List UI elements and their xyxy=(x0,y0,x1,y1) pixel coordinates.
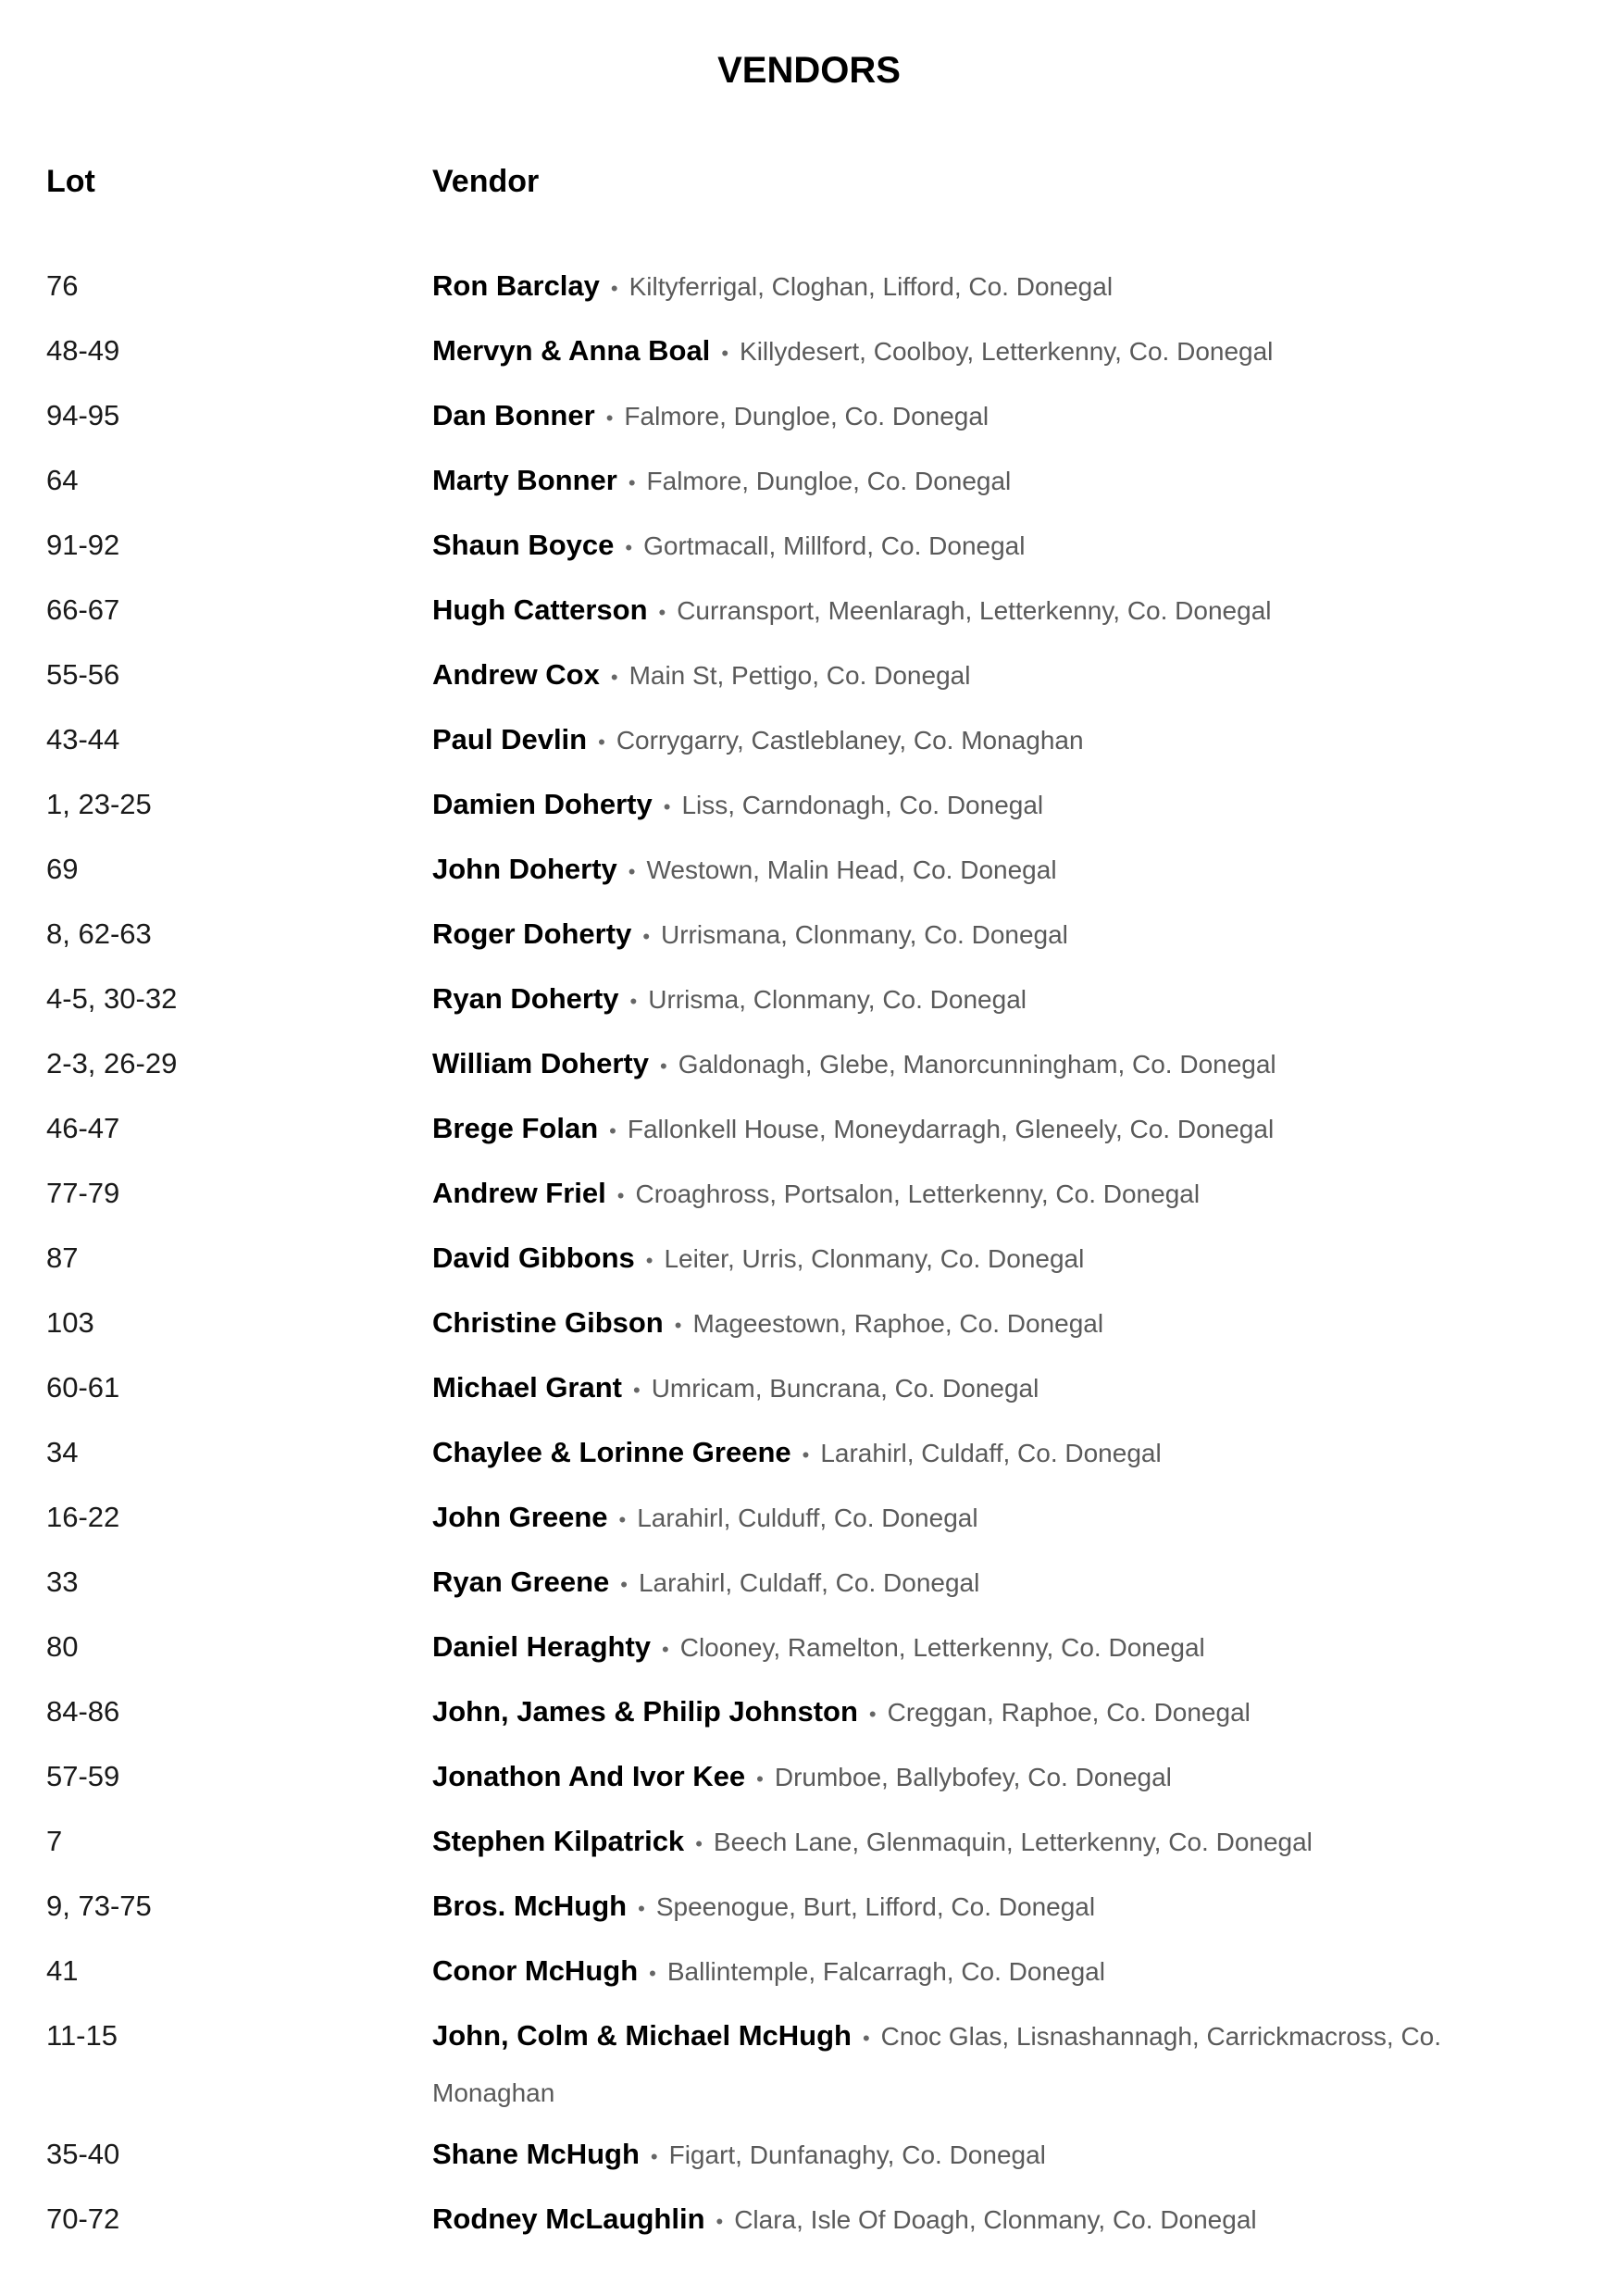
lot-number: 64 xyxy=(46,464,79,496)
lot-number: 103 xyxy=(46,1306,94,1339)
vendor-name: Chaylee & Lorinne Greene xyxy=(432,1436,791,1468)
vendor-name: Christine Gibson xyxy=(432,1306,664,1339)
vendor-entry xyxy=(432,1167,1478,1223)
lot-number: 34 xyxy=(46,1436,79,1468)
vendor-name: Andrew Friel xyxy=(432,1177,606,1209)
lot-number: 84-86 xyxy=(46,1695,120,1728)
vendor-entry xyxy=(432,842,1478,899)
vendor-entry xyxy=(432,1620,1478,1677)
bullet-separator: • xyxy=(659,1054,667,1078)
vendor-entry xyxy=(432,454,1478,510)
vendor-entry xyxy=(432,648,1478,705)
vendor-address: Speenogue, Burt, Lifford, Co. Donegal xyxy=(655,1892,1096,1921)
vendor-address: Beech Lane, Glenmaquin, Letterkenny, Co. Donegal xyxy=(713,1828,1313,1856)
vendor-entry xyxy=(432,1879,1478,1936)
bullet-separator: • xyxy=(598,730,605,754)
lot-number: 2-3, 26-29 xyxy=(46,1047,178,1079)
vendor-name: Dan Bonner xyxy=(432,399,595,431)
bullet-separator: • xyxy=(721,342,729,365)
vendor-entry xyxy=(432,778,1478,834)
vendor-address: Urrisma, Clonmany, Co. Donegal xyxy=(648,985,1027,1014)
vendor-entry xyxy=(432,1426,1478,1482)
vendor-address: Larahirl, Culdaff, Co. Donegal xyxy=(638,1568,980,1597)
vendor-address: Falmore, Dungloe, Co. Donegal xyxy=(646,467,1012,495)
lot-number: 91-92 xyxy=(46,529,120,561)
vendor-entry xyxy=(432,2128,1478,2184)
lot-number: 33 xyxy=(46,1566,79,1598)
vendor-entry xyxy=(432,259,1478,316)
vendor-entry xyxy=(432,389,1478,445)
vendor-address: Cnoc Glas, Lisnashannagh, Carrickmacross, Co. Monaghan xyxy=(432,2022,1442,2107)
vendor-entry xyxy=(432,2009,1478,2120)
vendor-entry xyxy=(432,1296,1478,1353)
vendor-entry xyxy=(432,1037,1478,1093)
bullet-separator: • xyxy=(616,1184,625,1207)
vendor-address: Leiter, Urris, Clonmany, Co. Donegal xyxy=(664,1244,1085,1273)
bullet-separator: • xyxy=(633,1379,641,1402)
vendor-address: Larahirl, Culdaff, Co. Donegal xyxy=(820,1439,1162,1467)
vendor-name: John, Colm & Michael McHugh xyxy=(432,2019,852,2052)
vendor-name: Michael Grant xyxy=(432,1371,622,1404)
vendor-address: Kiltyferrigal, Cloghan, Lifford, Co. Donegal xyxy=(629,272,1114,301)
lot-number: 1, 23-25 xyxy=(46,788,152,820)
bullet-separator: • xyxy=(663,795,671,818)
lot-number: 11-15 xyxy=(46,2019,118,2052)
lot-number: 55-56 xyxy=(46,658,120,691)
vendor-name: Shaun Boyce xyxy=(432,529,615,561)
bullet-separator: • xyxy=(628,471,636,494)
vendor-entry xyxy=(432,972,1478,1029)
vendor-row xyxy=(0,2202,1618,2266)
vendor-entry xyxy=(432,1555,1478,1612)
vendor-address: Creggan, Raphoe, Co. Donegal xyxy=(887,1698,1251,1727)
lot-number: 8, 62-63 xyxy=(46,917,152,950)
lot-number: 76 xyxy=(46,269,79,302)
vendor-address: Galdonagh, Glebe, Manorcunningham, Co. Donegal xyxy=(678,1050,1276,1079)
bullet-separator: • xyxy=(628,860,636,883)
vendor-entry xyxy=(432,1491,1478,1547)
lot-number: 60-61 xyxy=(46,1371,120,1404)
vendor-address: Clooney, Ramelton, Letterkenny, Co. Donegal xyxy=(679,1633,1205,1662)
vendor-address: Clara, Isle Of Doagh, Clonmany, Co. Donegal xyxy=(734,2205,1257,2234)
vendor-entry xyxy=(432,1944,1478,2001)
lot-number: 77-79 xyxy=(46,1177,120,1209)
vendor-name: Brege Folan xyxy=(432,1112,599,1144)
bullet-separator: • xyxy=(629,990,638,1013)
lot-number: 7 xyxy=(46,1825,63,1857)
vendor-name: Conor McHugh xyxy=(432,1954,639,1987)
column-header-vendor: Vendor xyxy=(432,164,540,199)
vendor-row xyxy=(0,2018,1618,2137)
bullet-separator: • xyxy=(650,2145,658,2168)
vendor-name: John Doherty xyxy=(432,853,617,885)
bullet-separator: • xyxy=(610,666,618,689)
vendor-address: Gortmacall, Millford, Co. Donegal xyxy=(643,531,1026,560)
lot-number: 70-72 xyxy=(46,2202,120,2235)
lot-number: 66-67 xyxy=(46,593,120,626)
lot-number: 46-47 xyxy=(46,1112,120,1144)
bullet-separator: • xyxy=(605,406,614,430)
vendor-address: Mageestown, Raphoe, Co. Donegal xyxy=(692,1309,1104,1338)
bullet-separator: • xyxy=(610,277,618,300)
vendor-name: Shane McHugh xyxy=(432,2138,640,2170)
lot-number: 35-40 xyxy=(46,2138,120,2170)
vendor-entry xyxy=(432,583,1478,640)
vendor-name: Jonathon And Ivor Kee xyxy=(432,1760,746,1792)
bullet-separator: • xyxy=(618,1508,627,1531)
lot-number: 48-49 xyxy=(46,334,120,367)
vendor-entry xyxy=(432,324,1478,381)
vendor-address: Umricam, Buncrana, Co. Donegal xyxy=(651,1374,1039,1403)
vendor-entry xyxy=(432,518,1478,575)
vendor-entry xyxy=(432,1102,1478,1158)
vendor-name: Roger Doherty xyxy=(432,917,632,950)
lot-number: 9, 73-75 xyxy=(46,1890,152,1922)
vendor-name: John Greene xyxy=(432,1501,608,1533)
vendor-name: David Gibbons xyxy=(432,1242,635,1274)
lot-number: 41 xyxy=(46,1954,79,1987)
vendor-address: Figart, Dunfanaghy, Co. Donegal xyxy=(668,2140,1046,2169)
bullet-separator: • xyxy=(756,1767,764,1791)
vendor-entry xyxy=(432,1750,1478,1806)
vendor-name: William Doherty xyxy=(432,1047,649,1079)
vendor-address: Ballintemple, Falcarragh, Co. Donegal xyxy=(666,1957,1105,1986)
vendor-name: Hugh Catterson xyxy=(432,593,648,626)
bullet-separator: • xyxy=(868,1703,877,1726)
vendor-address: Drumboe, Ballybofey, Co. Donegal xyxy=(774,1763,1172,1791)
vendor-entry xyxy=(432,1361,1478,1417)
vendor-name: Mervyn & Anna Boal xyxy=(432,334,711,367)
vendor-name: Andrew Cox xyxy=(432,658,600,691)
bullet-separator: • xyxy=(695,1832,703,1855)
vendor-address: Croaghross, Portsalon, Letterkenny, Co. Donegal xyxy=(635,1179,1201,1208)
bullet-separator: • xyxy=(638,1897,645,1920)
vendor-entry xyxy=(432,2192,1478,2249)
vendor-name: Paul Devlin xyxy=(432,723,588,755)
bullet-separator: • xyxy=(862,2027,870,2050)
bullet-separator: • xyxy=(802,1443,810,1466)
vendor-name: Stephen Kilpatrick xyxy=(432,1825,685,1857)
vendor-list xyxy=(0,268,1618,2266)
vendor-address: Main St, Pettigo, Co. Donegal xyxy=(629,661,971,690)
bullet-separator: • xyxy=(642,925,651,948)
vendor-address: Falmore, Dungloe, Co. Donegal xyxy=(624,402,989,430)
vendor-address: Curransport, Meenlaragh, Letterkenny, Co. Donegal xyxy=(677,596,1272,625)
vendor-address: Killydesert, Coolboy, Letterkenny, Co. Donegal xyxy=(740,337,1274,366)
vendor-name: Rodney McLaughlin xyxy=(432,2202,705,2235)
bullet-separator: • xyxy=(662,1638,669,1661)
lot-number: 87 xyxy=(46,1242,79,1274)
bullet-separator: • xyxy=(620,1573,628,1596)
vendor-address: Liss, Carndonagh, Co. Donegal xyxy=(681,791,1044,819)
bullet-separator: • xyxy=(645,1249,653,1272)
vendor-name: Ryan Greene xyxy=(432,1566,610,1598)
bullet-separator: • xyxy=(625,536,633,559)
page-title: VENDORS xyxy=(717,50,901,91)
vendor-name: Marty Bonner xyxy=(432,464,617,496)
lot-number: 80 xyxy=(46,1630,79,1663)
vendor-address: Westown, Malin Head, Co. Donegal xyxy=(646,855,1057,884)
lot-number: 16-22 xyxy=(46,1501,120,1533)
bullet-separator: • xyxy=(609,1119,616,1142)
bullet-separator: • xyxy=(716,2210,724,2233)
vendor-entry xyxy=(432,1815,1478,1871)
vendor-address: Urrismana, Clonmany, Co. Donegal xyxy=(661,920,1068,949)
vendor-entry xyxy=(432,907,1478,964)
vendor-name: Daniel Heraghty xyxy=(432,1630,652,1663)
vendor-entry xyxy=(432,1231,1478,1288)
vendor-address: Corrygarry, Castleblaney, Co. Monaghan xyxy=(616,726,1084,755)
vendor-name: Ron Barclay xyxy=(432,269,600,302)
lot-number: 94-95 xyxy=(46,399,120,431)
vendor-name: Bros. McHugh xyxy=(432,1890,628,1922)
lot-number: 69 xyxy=(46,853,79,885)
vendor-name: Damien Doherty xyxy=(432,788,653,820)
vendor-name: Ryan Doherty xyxy=(432,982,619,1015)
bullet-separator: • xyxy=(649,1962,656,1985)
bullet-separator: • xyxy=(658,601,666,624)
bullet-separator: • xyxy=(674,1314,682,1337)
vendor-entry xyxy=(432,713,1478,769)
vendor-entry xyxy=(432,1685,1478,1741)
lot-number: 57-59 xyxy=(46,1760,120,1792)
vendor-address: Larahirl, Culduff, Co. Donegal xyxy=(637,1504,978,1532)
vendor-name: John, James & Philip Johnston xyxy=(432,1695,858,1728)
vendor-address: Fallonkell House, Moneydarragh, Gleneely, Co. Donegal xyxy=(627,1115,1275,1143)
lot-number: 4-5, 30-32 xyxy=(46,982,178,1015)
column-header-lot: Lot xyxy=(46,164,95,199)
lot-number: 43-44 xyxy=(46,723,120,755)
